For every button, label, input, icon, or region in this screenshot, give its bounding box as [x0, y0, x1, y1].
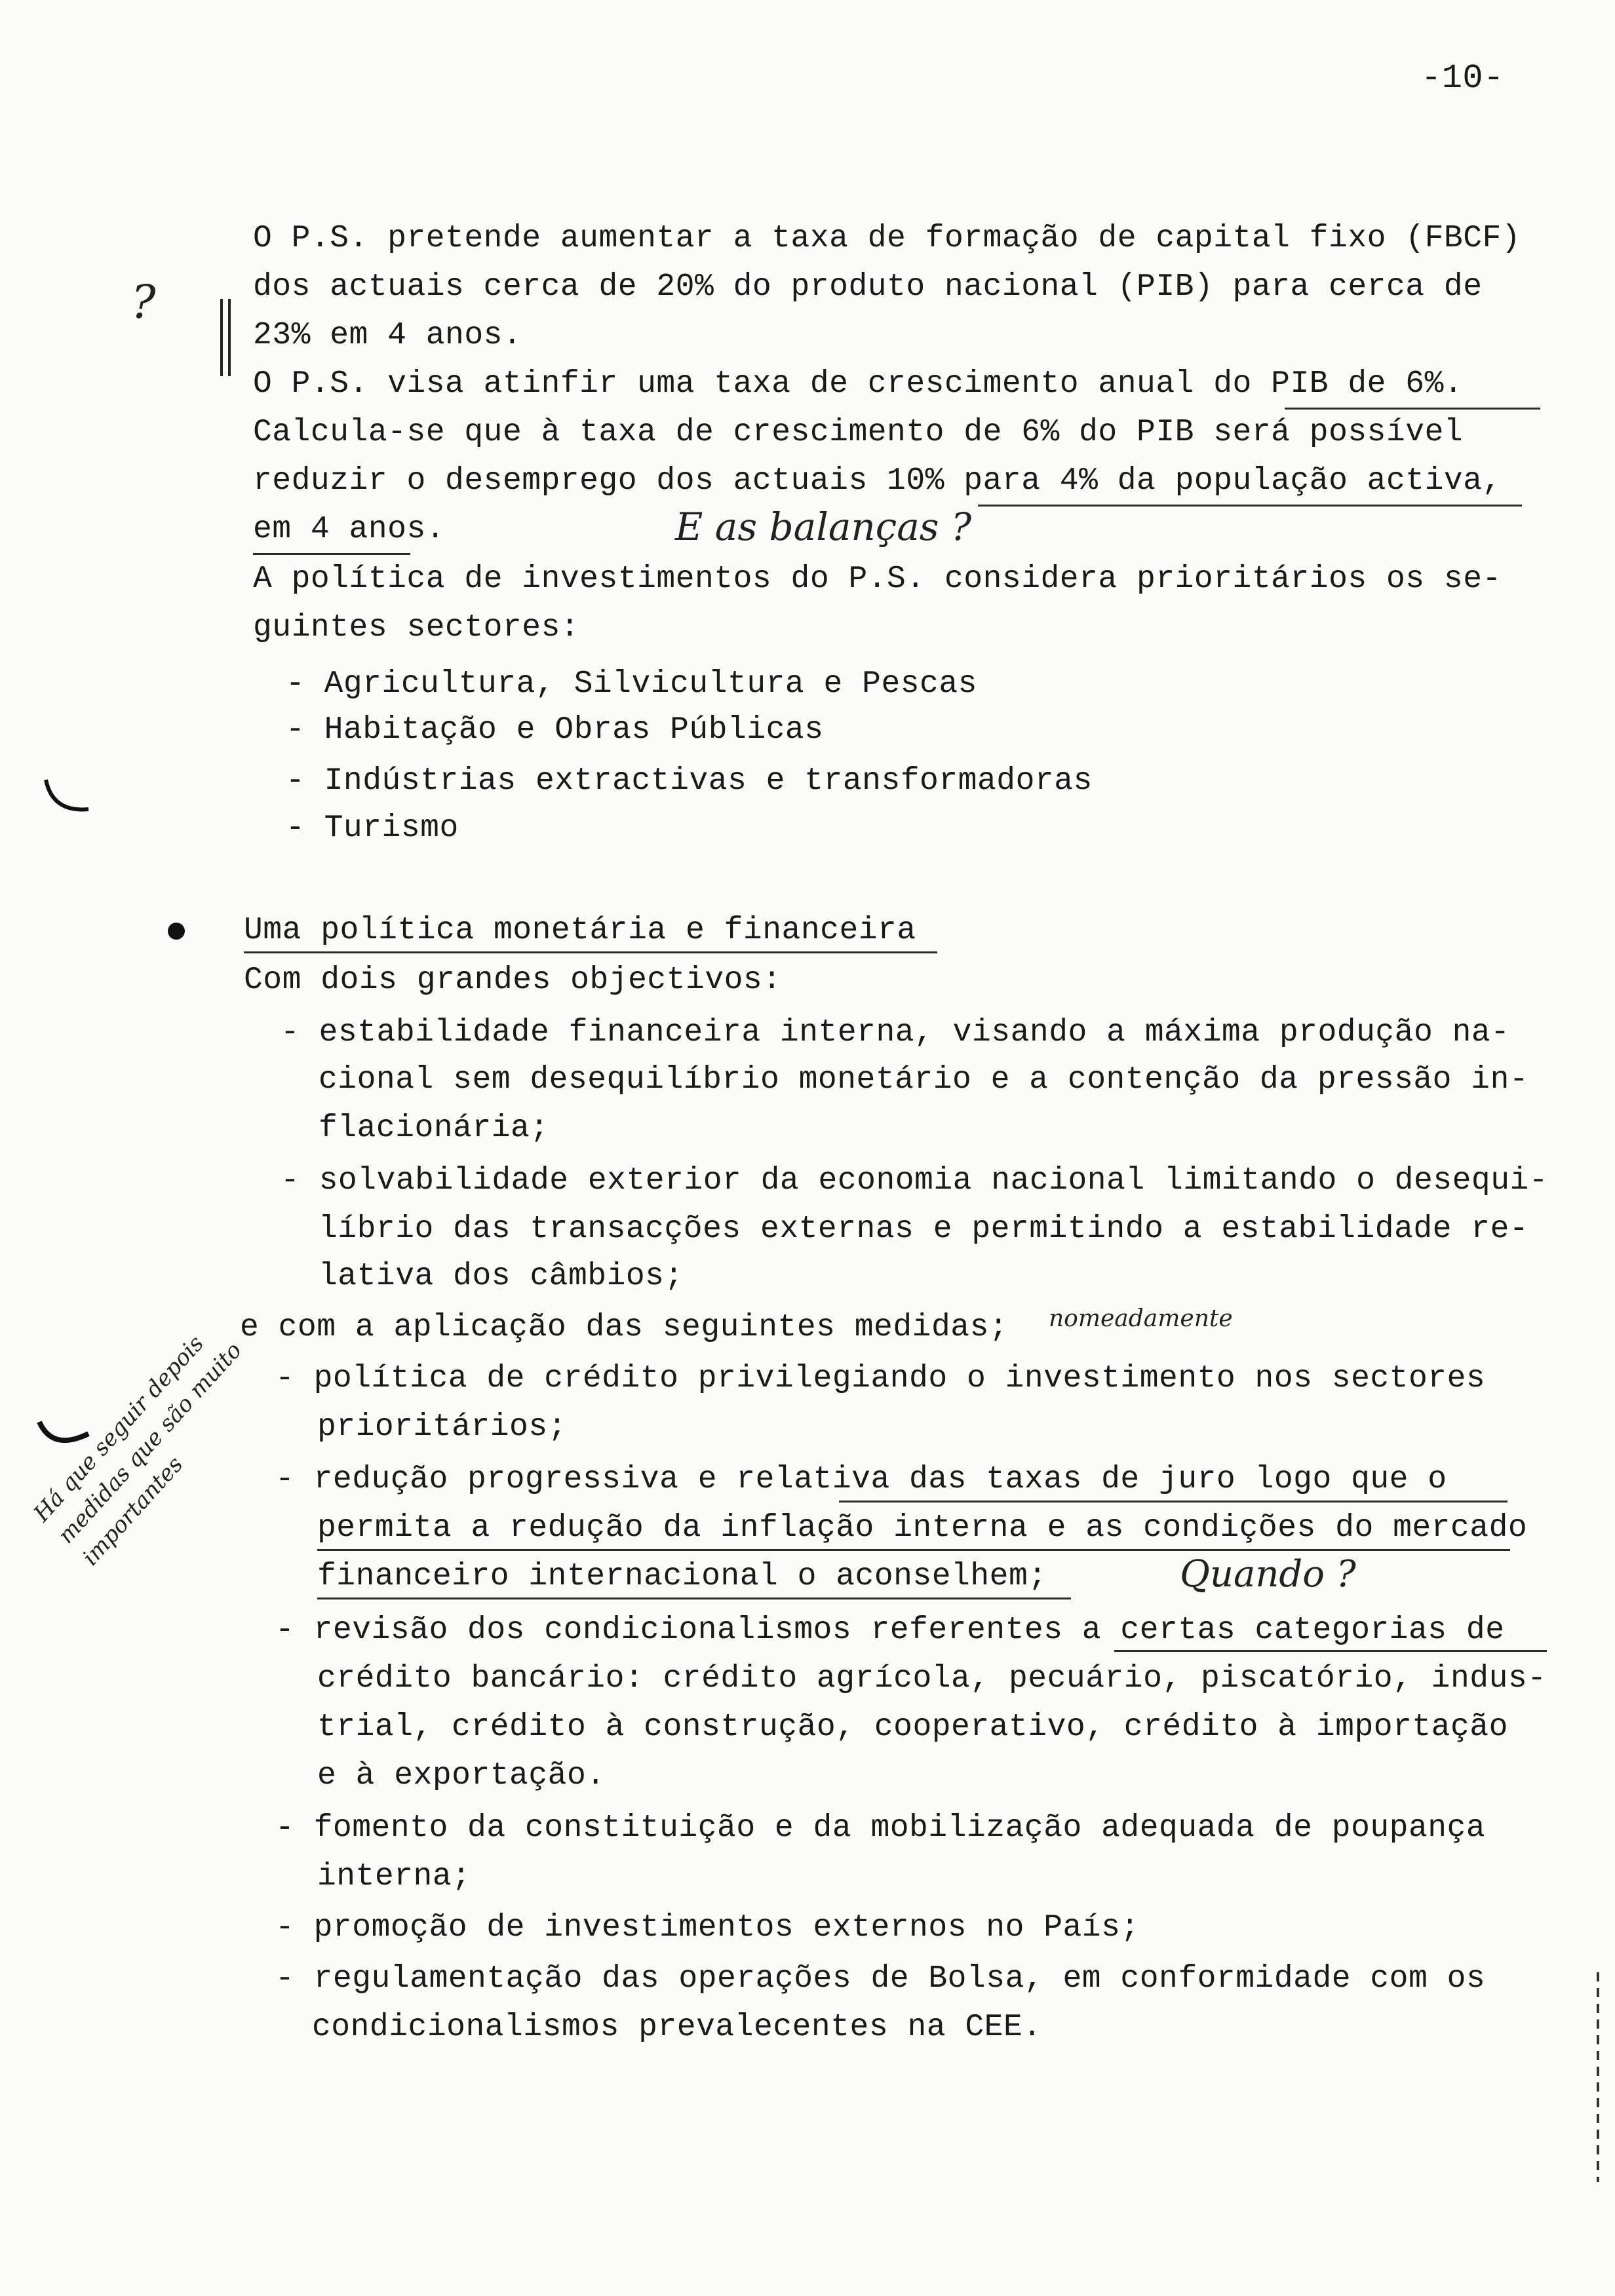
page-number: -10-: [1421, 59, 1504, 98]
margin-bar: [220, 299, 223, 376]
list-item: - Indústrias extractivas e transformadoras: [286, 763, 1093, 799]
text-line: crédito bancário: crédito agrícola, pecuário, piscatório, indus-: [317, 1661, 1547, 1696]
underline: [1114, 1650, 1547, 1652]
margin-tick-icon: [39, 773, 98, 826]
text-line: interna;: [317, 1859, 471, 1894]
text-line: condicionalismos prevalecentes na CEE.: [312, 2010, 1042, 2045]
section-underline: [244, 951, 937, 953]
text-line: e à exportação.: [317, 1758, 606, 1793]
text-line: O P.S. pretende aumentar a taxa de formação de capital fixo (FBCF): [253, 221, 1521, 256]
text-line: e com a aplicação das seguintes medidas;: [240, 1310, 1009, 1345]
list-item: - estabilidade financeira interna, visando a máxima produção na-: [281, 1015, 1510, 1050]
underline: [317, 1598, 1071, 1599]
text-line: lativa dos câmbios;: [319, 1259, 684, 1294]
underline: [978, 505, 1522, 507]
underline: [253, 553, 410, 555]
list-item: - promoção de investimentos externos no País;: [275, 1910, 1140, 1945]
list-item: - regulamentação das operações de Bolsa, em conformidade com os: [275, 1961, 1486, 1997]
scan-edge-mark: [1589, 1966, 1608, 2189]
list-item: - Habitação e Obras Públicas: [286, 712, 824, 748]
section-heading: Uma política monetária e financeira: [244, 913, 916, 948]
text-line: líbrio das transacções externas e permitindo a estabilidade re-: [319, 1212, 1529, 1247]
text-line: reduzir o desemprego dos actuais 10% para 4% da população activa,: [253, 463, 1502, 499]
list-item: - fomento da constituição e da mobilização adequada de poupança: [275, 1810, 1486, 1846]
text-line: O P.S. visa atinfir uma taxa de crescimento anual do PIB de 6%.: [253, 366, 1464, 402]
handwritten-nomeadamente: nomeadamente: [1049, 1305, 1233, 1332]
text-line: guintes sectores:: [253, 610, 580, 645]
list-item: - Turismo: [286, 811, 459, 846]
text-line: cional sem desequilíbrio monetário e a contenção da pressão in-: [319, 1062, 1529, 1098]
text-line: prioritários;: [317, 1409, 567, 1445]
text-line: dos actuais cerca de 20% do produto nacional (PIB) para cerca de: [253, 269, 1483, 305]
margin-tick-icon: [33, 1415, 98, 1461]
list-item: - revisão dos condicionalismos referentes a certas categorias de: [275, 1613, 1505, 1648]
margin-bar: [228, 299, 231, 376]
underline: [1285, 408, 1540, 410]
handwritten-quando: Quando ?: [1180, 1553, 1356, 1596]
bullet-dot: [168, 923, 185, 940]
text-line: trial, crédito à construção, cooperativo, crédito à importação: [317, 1710, 1508, 1745]
text-line: em 4 anos.: [253, 512, 446, 547]
underline: [839, 1501, 1508, 1502]
list-item: - solvabilidade exterior da economia nacional limitando o desequi-: [281, 1163, 1549, 1198]
text-line: Calcula-se que à taxa de crescimento de 6% do PIB será possível: [253, 415, 1464, 450]
handwritten-margin-note: Há que seguir depois medidas que são muito importantes: [28, 1330, 247, 1571]
handwritten-question-mark: ?: [131, 275, 156, 329]
text-line: A política de investimentos do P.S. considera prioritários os se-: [253, 562, 1502, 597]
text-line: permita a redução da inflação interna e as condições do mercado: [317, 1510, 1528, 1546]
text-line: Com dois grandes objectivos:: [244, 963, 782, 998]
handwritten-balancas: E as balanças ?: [675, 505, 972, 549]
list-item: - política de crédito privilegiando o investimento nos sectores: [275, 1361, 1486, 1396]
list-item: - Agricultura, Silvicultura e Pescas: [286, 666, 977, 702]
text-line: 23% em 4 anos.: [253, 318, 522, 353]
text-line: flacionária;: [319, 1111, 549, 1146]
underline: [317, 1549, 1510, 1551]
text-line: financeiro internacional o aconselhem;: [317, 1559, 1047, 1594]
list-item: - redução progressiva e relativa das taxas de juro logo que o: [275, 1462, 1447, 1497]
